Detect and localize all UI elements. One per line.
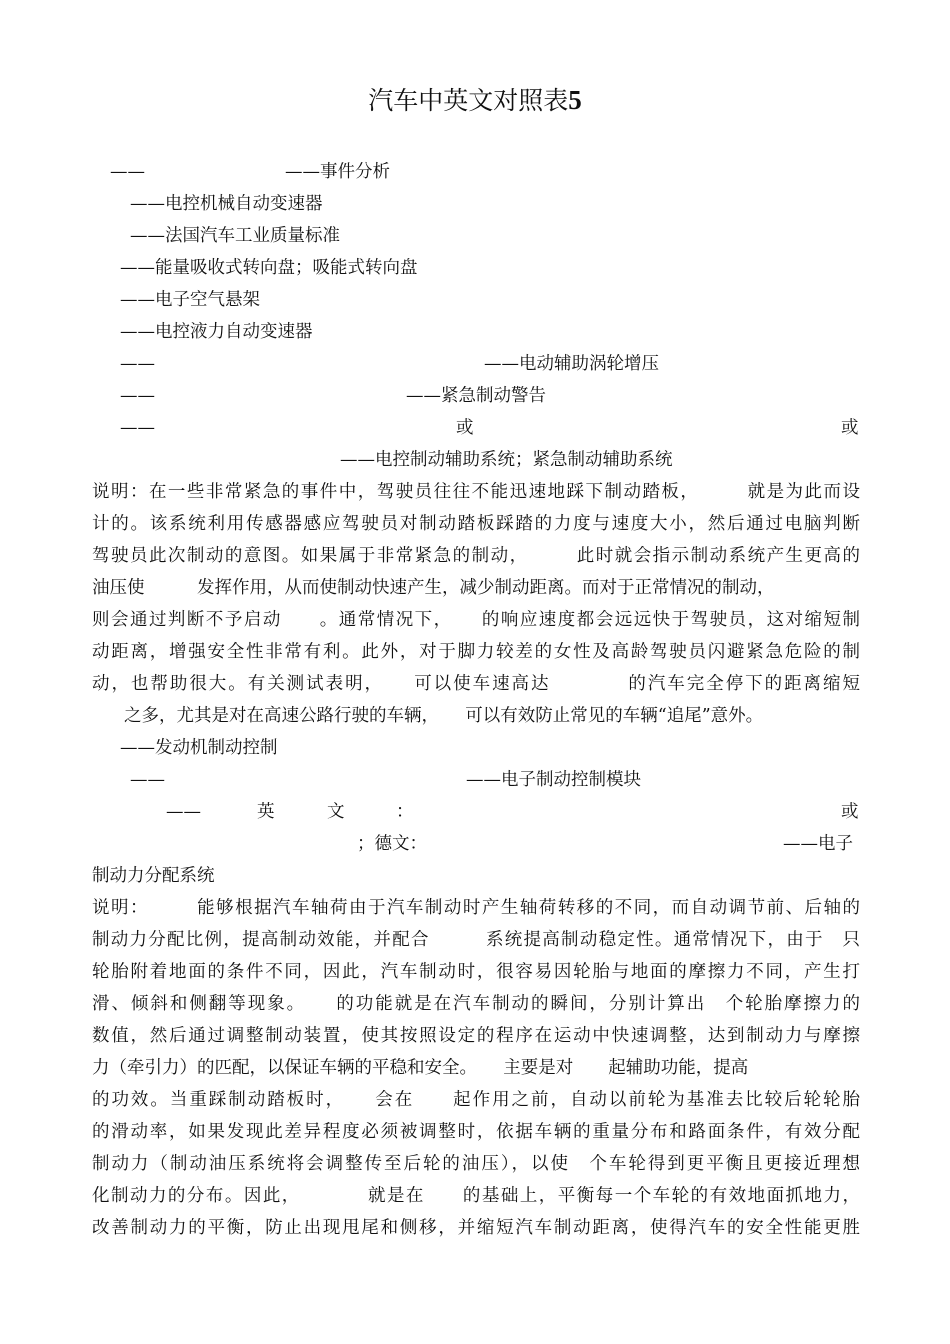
entry-electronic-air-suspension: ——电子空气悬架	[120, 290, 260, 310]
entry-dash: ——	[130, 770, 165, 790]
paragraph-line: 之多，尤其是对在高速公路行驶的车辆， 可以有效防止常见的车辆“追尾”意外。	[124, 706, 764, 726]
entry-german-label: ；德文：	[357, 834, 427, 854]
entry-amt: ——电控机械自动变速器	[130, 194, 323, 214]
entry-or: 或	[841, 418, 859, 438]
paragraph-line: 计的。该系统利用传感器感应驾驶员对制动踏板踩踏的力度与速度大小，然后通过电脑判断	[92, 514, 860, 534]
entry-french-quality-standard: ——法国汽车工业质量标准	[130, 226, 340, 246]
entry-colon: ：	[396, 802, 414, 822]
entry-energy-absorbing-steering-wheel: ——能量吸收式转向盘；吸能式转向盘	[120, 258, 418, 278]
entry-electric-turbo: ——电动辅助涡轮增压	[484, 354, 659, 374]
paragraph-line: 制动力（制动油压系统将会调整传至后轮的油压），以使 个车轮得到更平衡且更接近理想	[92, 1154, 860, 1174]
paragraph-line: 说明： 能够根据汽车轴荷由于汽车制动时产生轴荷转移的不同，而自动调节前、后轴的	[92, 898, 860, 918]
paragraph-line: 力（牵引力）的匹配，以保证车辆的平稳和安全。 主要是对 起辅助功能，提高	[92, 1058, 749, 1078]
entry-dash: ——	[120, 354, 155, 374]
entry-electronic-brake-module: ——电子制动控制模块	[466, 770, 641, 790]
entry-or: 或	[841, 802, 859, 822]
paragraph-line: 的滑动率，如果发现此差异程度必须被调整时，依据车辆的重量分布和路面条件，有效分配	[92, 1122, 860, 1142]
paragraph-line: 动，也帮助很大。有关测试表明， 可以使车速高达 的汽车完全停下的距离缩短	[92, 674, 860, 694]
entry-event-analysis: ——事件分析	[285, 162, 390, 182]
entry-dash: ——	[120, 386, 155, 406]
paragraph-line: 制动力分配比例，提高制动效能，并配合 系统提高制动稳定性。通常情况下，由于 只	[92, 930, 860, 950]
paragraph-line: 数值，然后通过调整制动装置，使其按照设定的程序在运动中快速调整，达到制动力与摩擦	[92, 1026, 860, 1046]
paragraph-line: 说明：在一些非常紧急的事件中，驾驶员往往不能迅速地踩下制动踏板， 就是为此而设	[92, 482, 860, 502]
entry-ebd: 制动力分配系统	[92, 866, 215, 886]
entry-label-ying: 英	[257, 802, 275, 822]
entry-electronic: ——电子	[783, 834, 853, 854]
entry-or: 或	[456, 418, 474, 438]
entry-dash: ——	[110, 162, 145, 182]
entry-emergency-brake-warning: ——紧急制动警告	[406, 386, 546, 406]
entry-electronic-automatic-transmission: ——电控液力自动变速器	[120, 322, 313, 342]
entry-dash: ——	[120, 418, 155, 438]
title-number: 5	[568, 85, 582, 115]
entry-dash: ——	[166, 802, 201, 822]
paragraph-line: 化制动力的分布。因此， 就是在 的基础上，平衡每一个车轮的有效地面抓地力，	[92, 1186, 860, 1206]
paragraph-line: 轮胎附着地面的条件不同，因此，汽车制动时，很容易因轮胎与地面的摩擦力不同，产生打	[92, 962, 860, 982]
paragraph-line: 滑、倾斜和侧翻等现象。 的功能就是在汽车制动的瞬间，分别计算出 个轮胎摩擦力的	[92, 994, 860, 1014]
page-title	[0, 84, 950, 117]
title-text: 汽车中英文对照表	[368, 86, 569, 115]
entry-label-wen: 文	[327, 802, 345, 822]
paragraph-line: 的功效。当重踩制动踏板时， 会在 起作用之前，自动以前轮为基准去比较后轮轮胎	[92, 1090, 860, 1110]
paragraph-line: 油压使 发挥作用，从而使制动快速产生，减少制动距离。而对于正常情况的制动，	[92, 578, 775, 598]
entry-brake-assist: ——电控制动辅助系统；紧急制动辅助系统	[340, 450, 673, 470]
paragraph-line: 则会通过判断不予启动 。通常情况下， 的响应速度都会远远快于驾驶员，这对缩短制	[92, 610, 860, 630]
paragraph-line: 改善制动力的平衡，防止出现甩尾和侧移，并缩短汽车制动距离，使得汽车的安全性能更胜	[92, 1218, 860, 1238]
entry-engine-brake-control: ——发动机制动控制	[120, 738, 278, 758]
paragraph-line: 驾驶员此次制动的意图。如果属于非常紧急的制动， 此时就会指示制动系统产生更高的	[92, 546, 860, 566]
paragraph-line: 动距离，增强安全性非常有利。此外，对于脚力较差的女性及高龄驾驶员闪避紧急危险的制	[92, 642, 860, 662]
